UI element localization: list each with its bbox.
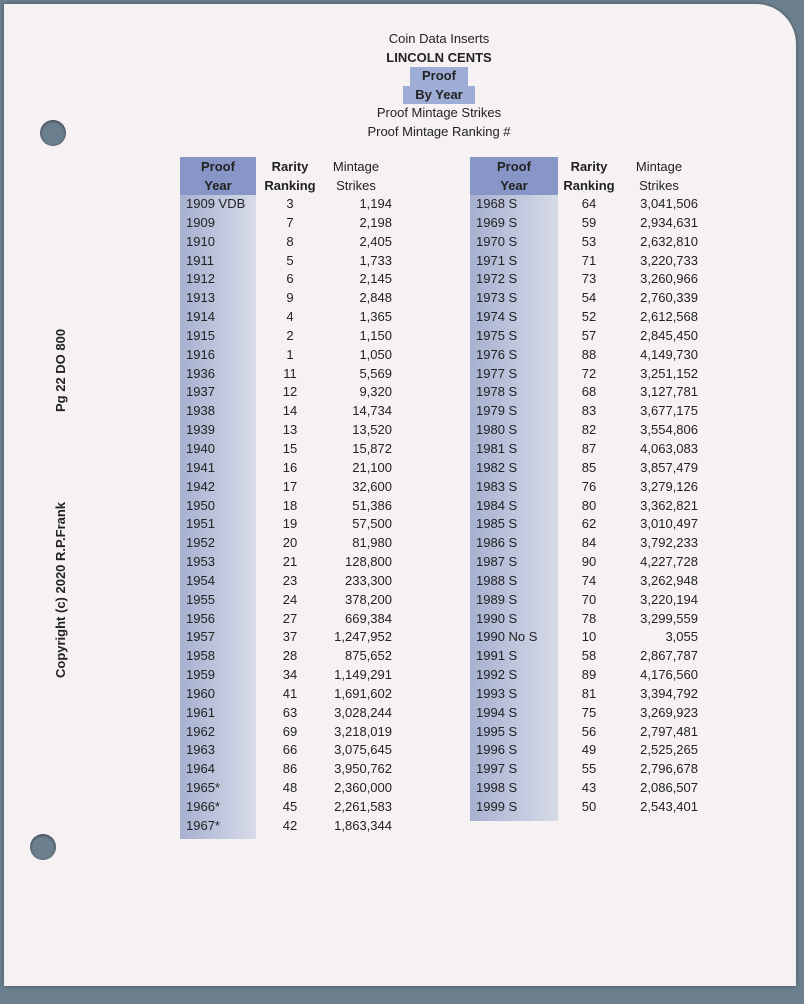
left-row-rarity-ranking: 18 (282, 497, 298, 513)
right-row-proof-year: 1979 S (476, 403, 518, 419)
right-row-rarity-ranking: 71 (581, 252, 597, 268)
left-row-rarity-ranking: 48 (282, 780, 298, 796)
right-row-proof-year: 1990 S (476, 610, 518, 626)
left-row-mintage-strikes: 5,569 (359, 365, 392, 381)
right-row-rarity-ranking: 83 (581, 403, 597, 419)
header-title: LINCOLN CENTS (386, 49, 492, 65)
right-row-proof-year: 1974 S (476, 309, 518, 325)
left-row-rarity-ranking: 3 (286, 196, 294, 211)
left-row-proof-year: 1955 (186, 591, 215, 607)
left-row-proof-year: 1953 (186, 554, 215, 570)
right-row-proof-year: 1991 S (476, 648, 518, 664)
left-row-rarity-ranking: 6 (286, 271, 294, 287)
right-row-proof-year: 1993 S (476, 685, 518, 701)
left-row-proof-year: 1952 (186, 535, 215, 551)
right-row-proof-year: 1986 S (476, 535, 518, 551)
right-row-proof-year: 1994 S (476, 704, 518, 720)
right-row-rarity-ranking: 82 (581, 422, 597, 438)
right-row-rarity-ranking: 64 (581, 196, 597, 211)
right-row-mintage-strikes: 3,260,966 (640, 271, 698, 287)
right-row-proof-year: 1995 S (476, 723, 518, 739)
right-row-mintage-strikes: 2,543,401 (640, 799, 698, 814)
left-row-rarity-ranking: 8 (286, 233, 294, 249)
right-row-mintage-strikes: 3,055 (665, 629, 698, 645)
right-row-proof-year: 1998 S (476, 780, 518, 796)
right-row-rarity-ranking: 78 (581, 610, 597, 626)
left-row-mintage-strikes: 1,691,602 (334, 685, 392, 701)
right-row-rarity-ranking: 85 (581, 459, 597, 475)
left-row-rarity-ranking: 69 (282, 723, 298, 739)
right-row-mintage-strikes: 3,279,126 (640, 478, 698, 494)
left-row-mintage-strikes: 14,734 (352, 403, 392, 419)
left-row-mintage-strikes: 9,320 (359, 384, 392, 400)
left-row-proof-year: 1915 (186, 327, 215, 343)
left-row-mintage-strikes: 1,194 (359, 196, 392, 211)
left-row-proof-year: 1965* (186, 780, 220, 796)
right-row-mintage-strikes: 2,934,631 (640, 214, 698, 230)
right-row-mintage-strikes: 3,041,506 (640, 196, 698, 211)
right-row-rarity-ranking: 75 (581, 704, 597, 720)
left-row-rarity-ranking: 28 (282, 648, 298, 664)
right-rarity-header: Rarity Ranking (563, 159, 615, 193)
right-row-proof-year: 1968 S (476, 196, 518, 211)
right-row-mintage-strikes: 4,176,560 (640, 667, 698, 683)
right-row-rarity-ranking: 81 (581, 685, 597, 701)
right-row-rarity-ranking: 73 (581, 271, 597, 287)
right-row-mintage-strikes: 3,394,792 (640, 685, 698, 701)
page-number: Pg 22 DO 800 (53, 328, 68, 412)
left-row-rarity-ranking: 15 (282, 440, 298, 456)
left-row-rarity-ranking: 9 (286, 290, 294, 306)
right-row-mintage-strikes: 3,127,781 (640, 384, 698, 400)
left-row-proof-year: 1950 (186, 497, 215, 513)
left-row-mintage-strikes: 3,028,244 (334, 704, 392, 720)
header-by-year: By Year (403, 86, 474, 105)
right-row-mintage-strikes: 3,220,194 (640, 591, 698, 607)
right-row-mintage-strikes: 3,362,821 (640, 497, 698, 513)
left-row-mintage-strikes: 669,384 (345, 610, 392, 626)
left-row-proof-year: 1957 (186, 629, 215, 645)
right-row-proof-year: 1982 S (476, 459, 518, 475)
right-row-rarity-ranking: 80 (581, 497, 597, 513)
left-row-mintage-strikes: 57,500 (352, 516, 392, 532)
left-row-mintage-strikes: 2,261,583 (334, 799, 392, 814)
left-row-proof-year: 1916 (186, 346, 215, 362)
right-row-rarity-ranking: 49 (581, 742, 597, 758)
right-row-mintage-strikes: 2,760,339 (640, 290, 698, 306)
left-row-proof-year: 1911 (186, 252, 214, 268)
right-row-mintage-strikes: 2,867,787 (640, 648, 698, 664)
right-row-mintage-strikes: 2,086,507 (640, 780, 698, 796)
right-row-rarity-ranking: 57 (581, 327, 597, 343)
right-row-proof-year: 1976 S (476, 346, 518, 362)
right-row-proof-year: 1988 S (476, 572, 518, 588)
right-row-mintage-strikes: 3,269,923 (640, 704, 698, 720)
right-row-mintage-strikes: 2,796,678 (640, 761, 698, 777)
left-row-mintage-strikes: 2,848 (359, 290, 392, 306)
right-row-rarity-ranking: 89 (581, 667, 597, 683)
left-row-mintage-strikes: 1,247,952 (334, 629, 392, 645)
right-row-mintage-strikes: 3,010,497 (640, 516, 698, 532)
left-row-mintage-strikes: 51,386 (352, 497, 392, 513)
right-row-mintage-strikes: 3,299,559 (640, 610, 698, 626)
left-row-proof-year: 1909 (186, 214, 215, 230)
left-row-rarity-ranking: 20 (282, 535, 298, 551)
left-row-proof-year: 1910 (186, 233, 215, 249)
left-row-proof-year: 1966* (186, 799, 220, 814)
right-row-mintage-strikes: 3,262,948 (640, 572, 698, 588)
left-row-proof-year: 1960 (186, 685, 215, 701)
right-row-rarity-ranking: 10 (581, 629, 597, 645)
left-row-proof-year: 1954 (186, 572, 215, 588)
left-row-mintage-strikes: 81,980 (352, 535, 392, 551)
left-row-mintage-strikes: 1,149,291 (334, 667, 392, 683)
right-row-rarity-ranking: 62 (581, 516, 597, 532)
right-row-rarity-ranking: 87 (581, 440, 597, 456)
right-row-rarity-ranking: 52 (581, 309, 597, 325)
copyright-text: Copyright (c) 2020 R.P.Frank (53, 501, 68, 678)
left-row-proof-year: 1962 (186, 723, 215, 739)
right-row-mintage-strikes: 4,149,730 (640, 346, 698, 362)
right-row-mintage-strikes: 4,227,728 (640, 554, 698, 570)
left-row-proof-year: 1913 (186, 290, 215, 306)
left-row-proof-year: 1961 (186, 704, 215, 720)
left-row-rarity-ranking: 5 (286, 252, 294, 268)
right-row-mintage-strikes: 3,677,175 (640, 403, 698, 419)
left-row-rarity-ranking: 13 (282, 422, 298, 438)
left-row-proof-year: 1940 (186, 440, 215, 456)
left-row-proof-year: 1963 (186, 742, 215, 758)
left-row-mintage-strikes: 1,050 (359, 346, 392, 362)
right-row-proof-year: 1989 S (476, 591, 518, 607)
left-row-proof-year: 1914 (186, 309, 215, 325)
left-row-rarity-ranking: 21 (282, 554, 298, 570)
right-row-rarity-ranking: 72 (581, 365, 597, 381)
page-header (304, 30, 574, 141)
right-row-mintage-strikes: 2,632,810 (640, 233, 698, 249)
left-row-proof-year: 1941 (186, 459, 215, 475)
left-row-mintage-strikes: 875,652 (345, 648, 392, 664)
right-row-proof-year: 1999 S (476, 799, 518, 814)
left-row-rarity-ranking: 1 (286, 346, 294, 362)
right-row-proof-year: 1985 S (476, 516, 518, 532)
right-row-mintage-strikes: 2,525,265 (640, 742, 698, 758)
left-row-rarity-ranking: 16 (282, 459, 298, 475)
right-mintage-header: Mintage Strikes (635, 159, 683, 193)
left-row-rarity-ranking: 34 (282, 667, 298, 683)
right-row-proof-year: 1973 S (476, 290, 518, 306)
right-row-rarity-ranking: 55 (581, 761, 597, 777)
left-row-proof-year: 1959 (186, 667, 215, 683)
left-row-proof-year: 1912 (186, 271, 215, 287)
left-row-proof-year: 1938 (186, 403, 215, 419)
left-row-mintage-strikes: 378,200 (345, 591, 392, 607)
left-row-mintage-strikes: 1,733 (359, 252, 392, 268)
right-row-mintage-strikes: 4,063,083 (640, 440, 698, 456)
left-row-mintage-strikes: 21,100 (352, 459, 392, 475)
header-proof: Proof (410, 67, 468, 86)
right-year-header: Proof Year (470, 157, 558, 195)
right-row-proof-year: 1996 S (476, 742, 518, 758)
right-row-proof-year: 1971 S (476, 252, 518, 268)
right-row-rarity-ranking: 50 (581, 799, 597, 814)
left-row-rarity-ranking: 86 (282, 761, 298, 777)
header-line5: Proof Mintage Strikes (376, 105, 502, 120)
left-row-rarity-ranking: 24 (282, 591, 298, 607)
left-row-rarity-ranking: 2 (286, 327, 294, 343)
left-row-rarity-ranking: 14 (282, 403, 298, 419)
right-row-proof-year: 1984 S (476, 497, 518, 513)
left-row-mintage-strikes: 32,600 (352, 478, 392, 494)
right-row-mintage-strikes: 3,857,479 (640, 459, 698, 475)
right-row-mintage-strikes: 3,220,733 (640, 252, 698, 268)
left-row-mintage-strikes: 1,150 (359, 327, 392, 343)
left-row-proof-year: 1964 (186, 761, 215, 777)
left-row-rarity-ranking: 4 (286, 309, 294, 325)
right-row-proof-year: 1972 S (476, 271, 518, 287)
right-row-rarity-ranking: 88 (581, 346, 597, 362)
binder-hole-top (40, 120, 66, 146)
right-row-rarity-ranking: 56 (581, 723, 597, 739)
left-row-rarity-ranking: 45 (282, 799, 298, 814)
right-row-proof-year: 1970 S (476, 233, 518, 249)
left-row-mintage-strikes: 1,863,344 (334, 817, 392, 833)
right-row-mintage-strikes: 3,792,233 (640, 535, 698, 551)
left-row-proof-year: 1937 (186, 384, 215, 400)
left-row-rarity-ranking: 63 (282, 704, 298, 720)
left-row-mintage-strikes: 3,075,645 (334, 742, 392, 758)
right-row-proof-year: 1975 S (476, 327, 518, 343)
right-row-proof-year: 1981 S (476, 440, 518, 456)
data-insert-sheet (4, 4, 796, 986)
right-row-rarity-ranking: 53 (581, 233, 597, 249)
right-row-rarity-ranking: 59 (581, 214, 597, 230)
right-row-proof-year: 1987 S (476, 554, 518, 570)
left-row-proof-year: 1942 (186, 478, 215, 494)
right-row-rarity-ranking: 68 (581, 384, 597, 400)
left-row-mintage-strikes: 2,198 (359, 214, 392, 230)
left-row-mintage-strikes: 2,360,000 (334, 780, 392, 796)
right-row-proof-year: 1983 S (476, 478, 518, 494)
left-row-rarity-ranking: 41 (282, 685, 298, 701)
left-row-proof-year: 1939 (186, 422, 215, 438)
left-row-mintage-strikes: 3,218,019 (334, 723, 392, 739)
right-row-proof-year: 1969 S (476, 214, 518, 230)
left-row-rarity-ranking: 42 (282, 817, 298, 833)
left-year-header: Proof Year (180, 157, 256, 195)
right-row-mintage-strikes: 2,845,450 (640, 327, 698, 343)
left-row-proof-year: 1958 (186, 648, 215, 664)
left-row-proof-year: 1909 VDB (186, 196, 246, 211)
right-row-proof-year: 1978 S (476, 384, 518, 400)
right-row-proof-year: 1992 S (476, 667, 518, 683)
left-row-rarity-ranking: 12 (282, 384, 298, 400)
binder-hole-bottom (30, 834, 56, 860)
left-row-rarity-ranking: 27 (282, 610, 298, 626)
left-row-rarity-ranking: 23 (282, 572, 298, 588)
right-row-rarity-ranking: 90 (581, 554, 597, 570)
right-row-rarity-ranking: 76 (581, 478, 597, 494)
left-row-rarity-ranking: 66 (282, 742, 298, 758)
left-row-proof-year: 1967* (186, 817, 220, 833)
right-row-rarity-ranking: 43 (581, 780, 597, 796)
left-mintage-header: Mintage Strikes (332, 159, 380, 193)
header-line1: Coin Data Inserts (388, 31, 490, 46)
right-row-proof-year: 1990 No S (476, 629, 538, 645)
right-row-rarity-ranking: 84 (581, 535, 597, 551)
right-row-proof-year: 1980 S (476, 422, 518, 438)
left-row-mintage-strikes: 128,800 (345, 554, 392, 570)
right-row-proof-year: 1977 S (476, 365, 518, 381)
left-row-proof-year: 1936 (186, 365, 215, 381)
right-row-rarity-ranking: 74 (581, 572, 597, 588)
left-row-mintage-strikes: 1,365 (359, 309, 392, 325)
left-row-mintage-strikes: 2,405 (359, 233, 392, 249)
right-row-rarity-ranking: 70 (581, 591, 597, 607)
right-row-mintage-strikes: 3,251,152 (640, 365, 698, 381)
right-row-proof-year: 1997 S (476, 761, 518, 777)
right-row-mintage-strikes: 2,797,481 (640, 723, 698, 739)
left-row-rarity-ranking: 11 (283, 365, 297, 381)
left-rarity-header: Rarity Ranking (264, 159, 316, 193)
left-row-mintage-strikes: 233,300 (345, 572, 392, 588)
left-row-rarity-ranking: 19 (282, 516, 298, 532)
left-row-proof-year: 1951 (186, 516, 215, 532)
right-row-rarity-ranking: 58 (581, 648, 597, 664)
right-row-rarity-ranking: 54 (581, 290, 597, 306)
header-line6: Proof Mintage Ranking # (367, 123, 511, 139)
left-row-mintage-strikes: 15,872 (352, 440, 392, 456)
right-row-mintage-strikes: 2,612,568 (640, 309, 698, 325)
left-row-rarity-ranking: 17 (282, 478, 298, 494)
left-row-mintage-strikes: 2,145 (359, 271, 392, 287)
right-row-mintage-strikes: 3,554,806 (640, 422, 698, 438)
left-row-proof-year: 1956 (186, 610, 215, 626)
left-row-rarity-ranking: 37 (282, 629, 298, 645)
left-row-rarity-ranking: 7 (286, 214, 294, 230)
left-row-mintage-strikes: 3,950,762 (334, 761, 392, 777)
left-row-mintage-strikes: 13,520 (352, 422, 392, 438)
